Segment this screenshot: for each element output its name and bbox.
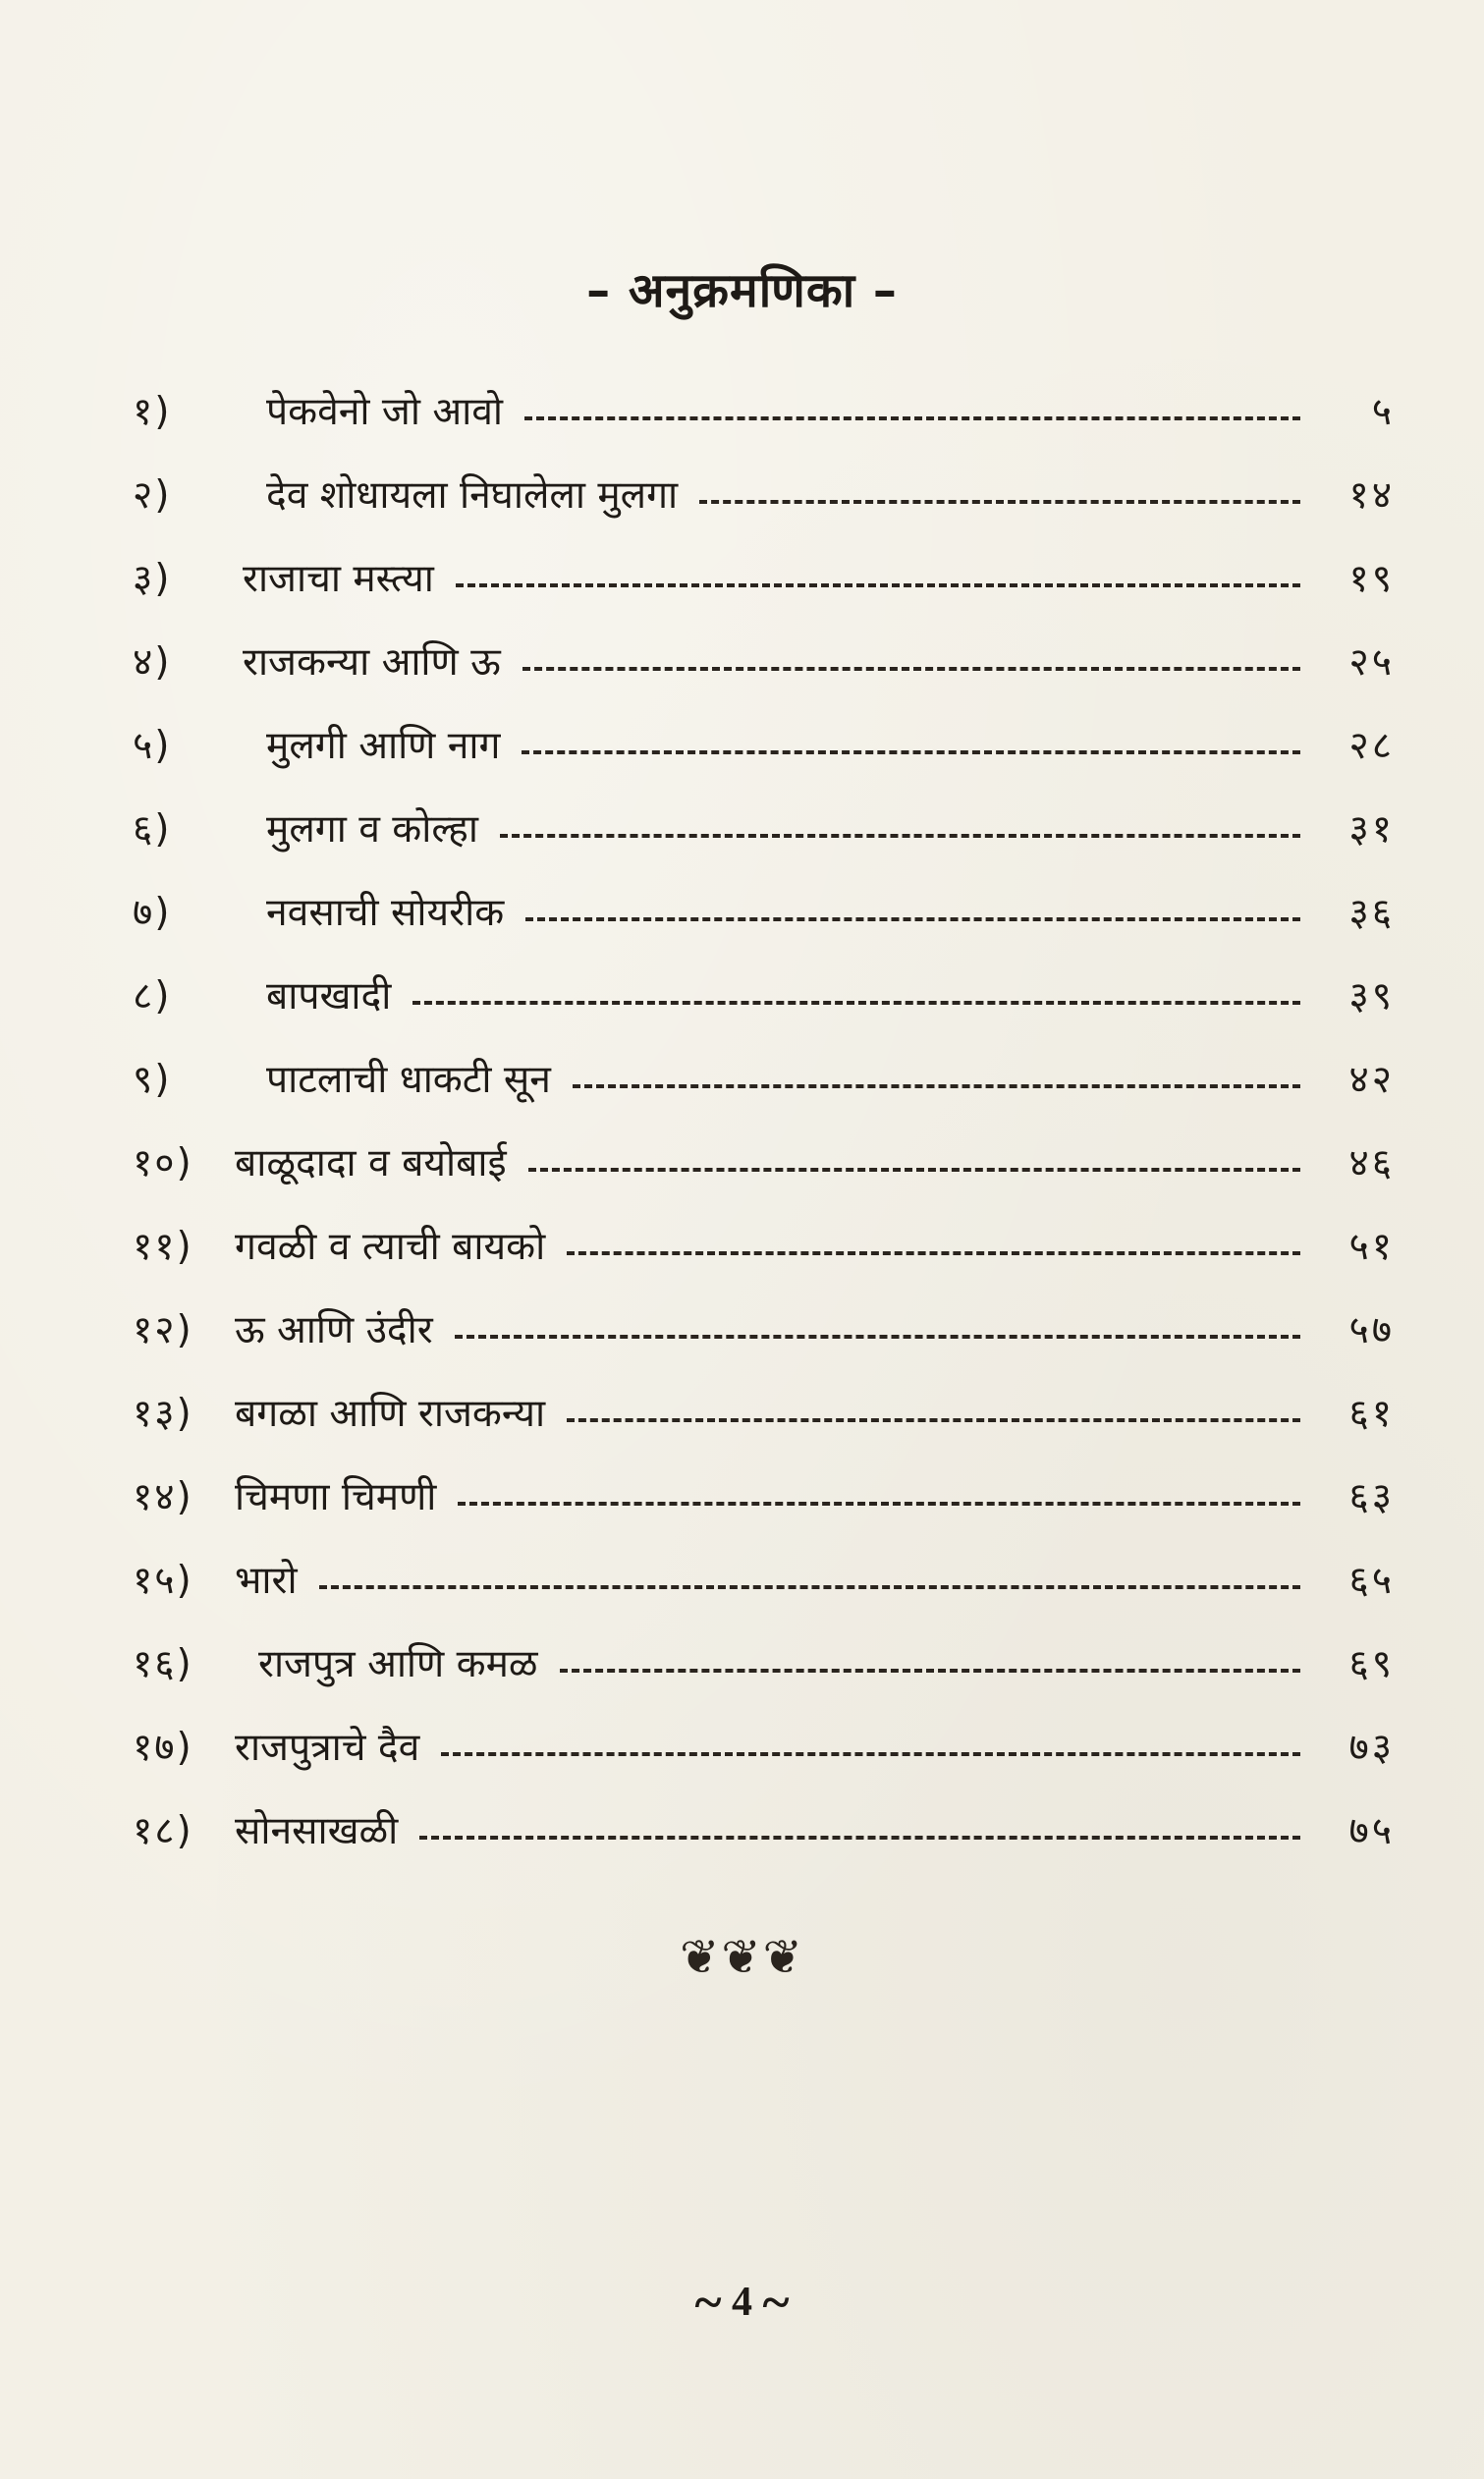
- entry-page-number: १४: [1348, 473, 1395, 518]
- entry-number: १८): [133, 1809, 193, 1853]
- folio-left-swash: ~: [694, 2275, 722, 2331]
- entry-page-number: २५: [1348, 640, 1395, 685]
- entry-page-number: ३१: [1348, 807, 1395, 852]
- dotted-leader: [412, 1001, 1300, 1005]
- entry-number: ११): [133, 1225, 193, 1269]
- entry-number: ४): [133, 640, 172, 685]
- entry-number: ९): [133, 1058, 172, 1102]
- toc-entry: [133, 1036, 1395, 1120]
- dotted-leader: [525, 917, 1300, 921]
- entry-page-number: ६३: [1348, 1475, 1395, 1519]
- entry-number: १): [133, 390, 172, 434]
- toc-entry: [133, 1704, 1395, 1788]
- dotted-leader: [455, 1335, 1300, 1339]
- entry-title: मुलगा व कोल्हा: [266, 807, 478, 852]
- toc-entry: [133, 1454, 1395, 1537]
- entry-page-number: ४२: [1348, 1058, 1395, 1102]
- entry-title: सोनसाखळी: [235, 1809, 399, 1853]
- entry-title: भारो: [235, 1559, 298, 1603]
- entry-page-number: ५: [1371, 390, 1395, 434]
- folio-page-number: 4: [732, 2280, 752, 2325]
- fleuron-ornament-icon: ❦❦❦: [680, 1930, 804, 1985]
- toc-entry: [133, 1621, 1395, 1704]
- dotted-leader: [560, 1669, 1300, 1673]
- toc-entry: [133, 1370, 1395, 1454]
- toc-entry: [133, 452, 1395, 535]
- toc-entry: [133, 1537, 1395, 1621]
- entry-number: १६): [133, 1642, 193, 1686]
- dotted-leader: [522, 667, 1300, 671]
- toc-entry: [133, 786, 1395, 869]
- entry-title: नवसाची सोयरीक: [266, 891, 505, 935]
- entry-title: पाटलाची धाकटी सून: [266, 1058, 551, 1102]
- page-folio: [0, 2274, 1484, 2332]
- entry-page-number: ४६: [1348, 1141, 1395, 1185]
- entry-number: ३): [133, 557, 172, 601]
- entry-title: मुलगी आणि नाग: [266, 724, 501, 768]
- dotted-leader: [456, 583, 1300, 587]
- entry-number: १४): [133, 1475, 193, 1519]
- entry-number: १३): [133, 1392, 193, 1436]
- entry-number: १५): [133, 1559, 193, 1603]
- dotted-leader: [441, 1752, 1300, 1756]
- entry-title: राजपुत्र आणि कमळ: [258, 1642, 538, 1686]
- toc-entry: [133, 535, 1395, 619]
- entry-page-number: ५१: [1348, 1225, 1395, 1269]
- dotted-leader: [524, 416, 1300, 420]
- entry-number: १७): [133, 1726, 193, 1770]
- entry-number: ६): [133, 807, 172, 852]
- toc-entry: [133, 1203, 1395, 1287]
- entry-title: राजाचा मस्त्या: [243, 557, 434, 601]
- page-title: – अनुक्रमणिका –: [586, 263, 898, 318]
- toc-entry: [133, 869, 1395, 953]
- dotted-leader: [419, 1836, 1300, 1840]
- entry-number: १२): [133, 1308, 193, 1352]
- toc-entry: [133, 1788, 1395, 1871]
- entry-number: १०): [133, 1141, 193, 1185]
- dotted-leader: [319, 1585, 1300, 1589]
- entry-page-number: ६१: [1348, 1392, 1395, 1436]
- entry-page-number: ५७: [1348, 1308, 1395, 1352]
- entry-title: चिमणा चिमणी: [235, 1475, 437, 1519]
- toc-entry: [133, 368, 1395, 452]
- entry-page-number: १९: [1348, 557, 1395, 601]
- dotted-leader: [522, 750, 1300, 754]
- toc-entry: [133, 619, 1395, 702]
- entry-number: २): [133, 473, 172, 518]
- dotted-leader: [458, 1502, 1300, 1506]
- entry-page-number: २८: [1348, 724, 1395, 768]
- toc-entry: [133, 702, 1395, 786]
- entry-page-number: ७३: [1348, 1726, 1395, 1770]
- dotted-leader: [567, 1418, 1300, 1422]
- entry-page-number: ७५: [1348, 1809, 1395, 1853]
- entry-page-number: ३९: [1348, 974, 1395, 1019]
- dotted-leader: [573, 1084, 1300, 1088]
- dotted-leader: [567, 1251, 1300, 1255]
- dotted-leader: [500, 834, 1300, 838]
- dotted-leader: [699, 500, 1300, 504]
- entry-number: ५): [133, 724, 172, 768]
- toc-entry: [133, 1287, 1395, 1370]
- entry-page-number: ३६: [1348, 891, 1395, 935]
- dotted-leader: [528, 1168, 1300, 1172]
- entry-title: ऊ आणि उंदीर: [235, 1308, 433, 1352]
- entry-title: गवळी व त्याची बायको: [235, 1225, 546, 1269]
- folio-right-swash: ~: [762, 2275, 790, 2331]
- toc-entry: [133, 953, 1395, 1036]
- entry-title: राजकन्या आणि ऊ: [243, 640, 501, 685]
- entry-title: बाळूदादा व बयोबाई: [235, 1141, 507, 1185]
- entry-title: पेकवेनो जो आवो: [266, 390, 504, 434]
- entry-title: बगळा आणि राजकन्या: [235, 1392, 546, 1436]
- entry-title: बापखादी: [266, 974, 392, 1019]
- entry-page-number: ६५: [1348, 1559, 1395, 1603]
- entry-title: राजपुत्राचे दैव: [235, 1726, 420, 1770]
- entry-number: ८): [133, 974, 172, 1019]
- entry-title: देव शोधायला निघालेला मुलगा: [266, 473, 679, 518]
- toc-entry: [133, 1120, 1395, 1203]
- entry-number: ७): [133, 891, 172, 935]
- entry-page-number: ६९: [1348, 1642, 1395, 1686]
- table-of-contents: [133, 368, 1395, 1871]
